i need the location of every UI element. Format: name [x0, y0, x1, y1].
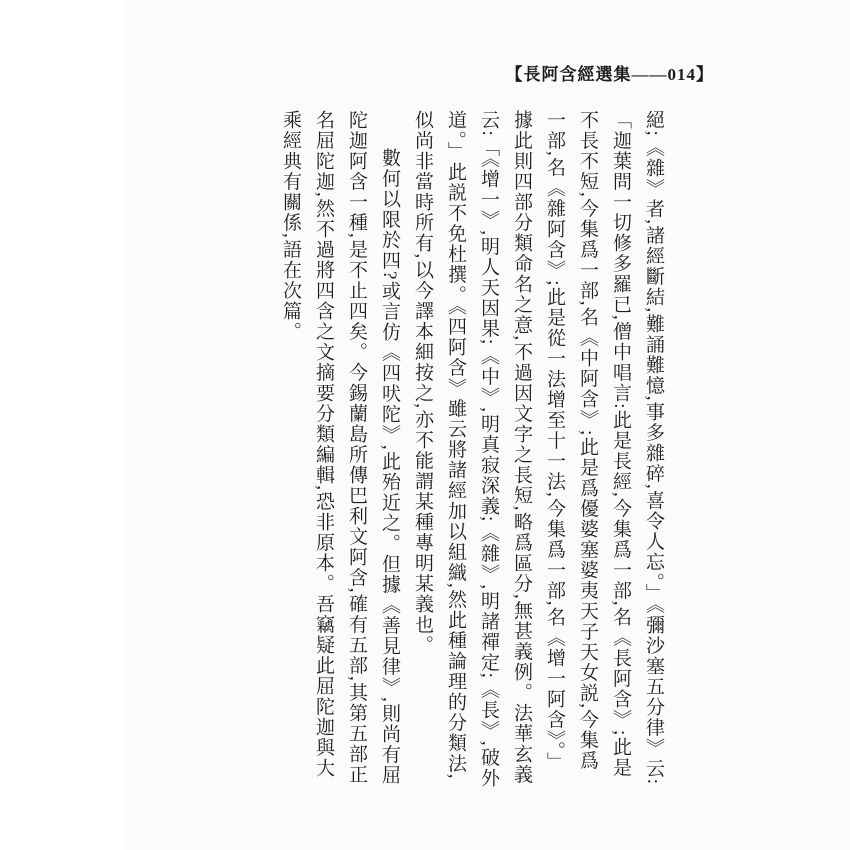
vertical-text-block	[274, 110, 670, 790]
paragraph: 數何以限於四?或言仿《四吠陀》,此殆近之。但據《善見律》,則尚有屈陀迦阿含一種,是不止四矣。今錫蘭島所傳巴利文阿含,確有五部,其第五部正名屈陀迦,然不過將四含之文摘要分類編輯,恐非原本。吾竊疑此屈陀迦與大乘經典有關係,語在次篇。	[280, 110, 400, 786]
paragraph: 絕;《雜》者,諸經斷結,難誦難憶,事多雜碎,喜令人忘。」《彌沙塞五分律》云:「迦葉問一切修多羅已,僧中唱言:此是長經,今集爲一部,名《長阿含》;此是不長不短,今集爲一部,名《中阿含》;此是爲優婆塞婆夷天子天女説,今集爲一部,名《雜阿含》;此是從一法增至十一法,今集爲一部,名《增一阿含》。」據此則四部分類命名之意,不過因文字之長短,略爲區分,無甚義例。法華玄義云:「《增一》,明人天因果;《中》,明真寂深義;《雜》,明諸禪定;《長》,破外道。」此説不免杜撰。《四阿含》雖云將諸經加以組織,然此種論理的分類法,似尚非當時所有,以今譯本細按之,亦不能謂某種專明某義也。	[412, 110, 664, 789]
running-head: 【長阿含經選集——014】	[505, 65, 714, 84]
